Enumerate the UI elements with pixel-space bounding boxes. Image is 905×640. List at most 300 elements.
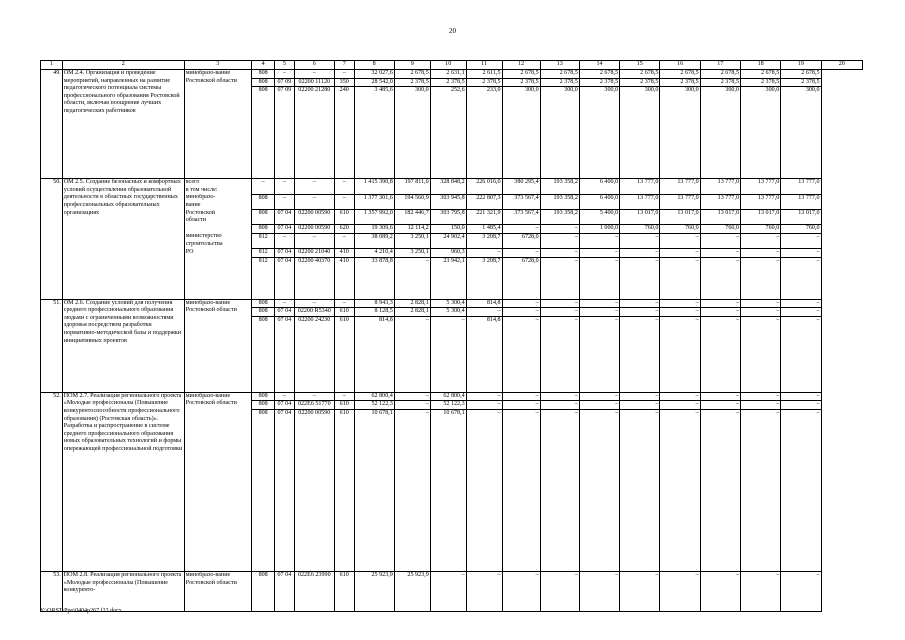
table-cell: 28 542,0 bbox=[354, 78, 394, 87]
table-cell: – bbox=[394, 392, 430, 401]
column-header: 1 bbox=[41, 61, 63, 70]
table-cell: – bbox=[466, 249, 502, 258]
measure-name: ОМ 2.4. Организация и проведение мероприятий, направленных на развитие педагогического потенциала системы профессионального образования Ростовской области, включая поощрение лучших педагогических работников bbox=[62, 70, 184, 179]
table-cell: 62 800,4 bbox=[430, 392, 466, 401]
table-cell: – bbox=[660, 401, 700, 410]
table-cell: 02200 24230 bbox=[294, 316, 334, 392]
table-cell: – bbox=[394, 401, 430, 410]
table-cell: 02200 21280 bbox=[294, 87, 334, 179]
table-cell: 62 800,4 bbox=[354, 392, 394, 401]
table-cell: 233,0 bbox=[466, 87, 502, 179]
table-cell: – bbox=[660, 572, 700, 612]
table-cell: 193 358,2 bbox=[540, 194, 579, 209]
table-cell: 38 089,2 bbox=[354, 233, 394, 248]
table-cell: – bbox=[502, 225, 540, 234]
table-cell: 2 378,5 bbox=[540, 78, 579, 87]
table-cell: – bbox=[252, 179, 275, 195]
table-cell: 222 807,3 bbox=[466, 194, 502, 209]
table-cell: 812 bbox=[252, 249, 275, 258]
table-cell: 808 bbox=[252, 316, 275, 392]
table-cell: – bbox=[579, 401, 619, 410]
table-cell: – bbox=[294, 233, 334, 248]
table-cell: 2 678,5 bbox=[620, 70, 660, 79]
table-cell: – bbox=[700, 308, 740, 317]
table-cell: 19 309,6 bbox=[354, 225, 394, 234]
table-cell: 610 bbox=[334, 316, 354, 392]
table-cell: 33 878,8 bbox=[354, 257, 394, 299]
table-cell: 410 bbox=[334, 257, 354, 299]
table-cell: 23 942,1 bbox=[430, 257, 466, 299]
table-cell: 814,8 bbox=[466, 316, 502, 392]
table-cell: – bbox=[502, 401, 540, 410]
table-cell: – bbox=[540, 410, 579, 572]
table-cell: 07 04 bbox=[275, 210, 295, 225]
table-cell: 10 678,1 bbox=[430, 410, 466, 572]
table-cell: – bbox=[466, 401, 502, 410]
table-cell: 197 811,0 bbox=[394, 179, 430, 195]
table-cell: 760,0 bbox=[620, 225, 660, 234]
column-header: 7 bbox=[334, 61, 354, 70]
table-cell: 226 016,0 bbox=[466, 179, 502, 195]
table-cell: 07 04 bbox=[275, 257, 295, 299]
table-cell: – bbox=[781, 249, 821, 258]
table-cell: 2 828,1 bbox=[394, 299, 430, 308]
table-cell: 150,0 bbox=[430, 225, 466, 234]
table-cell: 808 bbox=[252, 410, 275, 572]
table-cell: 3 208,7 bbox=[466, 257, 502, 299]
table-cell: 24 902,4 bbox=[430, 233, 466, 248]
table-cell: – bbox=[579, 233, 619, 248]
table-cell: – bbox=[740, 392, 780, 401]
table-cell: – bbox=[540, 249, 579, 258]
column-header: 14 bbox=[579, 61, 619, 70]
table-cell: 13 777,0 bbox=[781, 179, 821, 195]
table-cell: 5 400,0 bbox=[579, 210, 619, 225]
table-cell: – bbox=[781, 572, 821, 612]
table-cell: 3 485,6 bbox=[354, 87, 394, 179]
table-cell: 8 128,5 bbox=[354, 308, 394, 317]
table-cell: 814,8 bbox=[466, 299, 502, 308]
table-cell: – bbox=[540, 572, 579, 612]
table-cell: 6728,0 bbox=[502, 257, 540, 299]
table-cell: – bbox=[700, 410, 740, 572]
table-cell: – bbox=[740, 316, 780, 392]
table-cell: 13 017,0 bbox=[740, 210, 780, 225]
table-cell: 3 250,1 bbox=[394, 249, 430, 258]
table-cell: 10 678,1 bbox=[354, 410, 394, 572]
table-cell: 022E6 23990 bbox=[294, 572, 334, 612]
table-cell: 2 678,5 bbox=[700, 70, 740, 79]
table-cell: – bbox=[781, 392, 821, 401]
column-header: 10 bbox=[430, 61, 466, 70]
executor bbox=[184, 194, 252, 209]
table-cell: – bbox=[334, 70, 354, 79]
table-row bbox=[41, 572, 863, 612]
table-cell: 2 378,5 bbox=[579, 78, 619, 87]
executor bbox=[184, 233, 252, 248]
executor-line: вание bbox=[185, 201, 201, 208]
table-cell: 13 777,0 bbox=[700, 194, 740, 209]
table-cell: – bbox=[334, 392, 354, 401]
table-cell: – bbox=[660, 392, 700, 401]
table-cell: – bbox=[579, 299, 619, 308]
table-cell: 300,0 bbox=[540, 87, 579, 179]
table-cell: 808 bbox=[252, 78, 275, 87]
table-cell: – bbox=[781, 257, 821, 299]
table-cell: 300,0 bbox=[700, 87, 740, 179]
table-cell: 182 446,7 bbox=[394, 210, 430, 225]
executor-line: министерство bbox=[185, 233, 222, 240]
table-cell: 194 560,9 bbox=[394, 194, 430, 209]
table-cell: 07 04 bbox=[275, 401, 295, 410]
table-cell: – bbox=[579, 308, 619, 317]
table-cell: – bbox=[502, 249, 540, 258]
table-cell: 300,0 bbox=[502, 87, 540, 179]
table-cell: 808 bbox=[252, 194, 275, 209]
table-cell: 2 378,5 bbox=[430, 78, 466, 87]
table-cell: – bbox=[275, 233, 295, 248]
table-cell: 13 777,0 bbox=[740, 194, 780, 209]
table-cell: – bbox=[502, 299, 540, 308]
table-cell: 07 09 bbox=[275, 78, 295, 87]
table-cell: 610 bbox=[334, 308, 354, 317]
row-number: 53. bbox=[41, 572, 63, 612]
executor-line: РО bbox=[185, 248, 194, 255]
table-cell: – bbox=[540, 299, 579, 308]
executor bbox=[184, 225, 252, 234]
table-cell: 812 bbox=[252, 257, 275, 299]
column-header: 6 bbox=[294, 61, 334, 70]
table-cell: 13 017,0 bbox=[620, 210, 660, 225]
table-cell: 07 09 bbox=[275, 87, 295, 179]
table-cell: 2 378,5 bbox=[394, 78, 430, 87]
table-cell: 760,0 bbox=[781, 225, 821, 234]
table-cell: 2 678,5 bbox=[502, 70, 540, 79]
table-cell: – bbox=[579, 316, 619, 392]
table-cell: 13 777,0 bbox=[700, 179, 740, 195]
table-cell: – bbox=[540, 308, 579, 317]
table-cell: – bbox=[781, 316, 821, 392]
table-cell: 2 378,5 bbox=[502, 78, 540, 87]
table-cell: – bbox=[502, 308, 540, 317]
table-cell: – bbox=[294, 299, 334, 308]
measure-name: ОМ 2.6. Создание условий для получения среднего профессионального образования людьми с ограниченными возможностями здоровья посредством разработки нормативно-методической базы и поддержки инициативных проектов bbox=[62, 299, 184, 392]
table-cell: 1 000,0 bbox=[579, 225, 619, 234]
table-cell: – bbox=[740, 249, 780, 258]
table-cell: 12 114,2 bbox=[394, 225, 430, 234]
executor-line: строительства bbox=[185, 240, 223, 247]
table-cell: 373 567,4 bbox=[502, 194, 540, 209]
table-cell: 5 300,4 bbox=[430, 308, 466, 317]
table-cell: 373 567,4 bbox=[502, 210, 540, 225]
table-cell: 760,0 bbox=[660, 225, 700, 234]
column-header: 11 bbox=[466, 61, 502, 70]
table-cell: 07 04 bbox=[275, 410, 295, 572]
executor bbox=[184, 257, 252, 299]
executor bbox=[184, 179, 252, 195]
table-cell: – bbox=[540, 225, 579, 234]
table-cell: – bbox=[394, 257, 430, 299]
table-cell: – bbox=[334, 194, 354, 209]
table-row bbox=[41, 299, 863, 308]
table-cell: 300,0 bbox=[620, 87, 660, 179]
table-cell: 6 400,0 bbox=[579, 194, 619, 209]
table-cell: – bbox=[579, 392, 619, 401]
table-cell: 808 bbox=[252, 70, 275, 79]
table-cell: 303 945,8 bbox=[430, 194, 466, 209]
table-cell: 410 bbox=[334, 249, 354, 258]
table-cell: – bbox=[579, 410, 619, 572]
table-cell: – bbox=[700, 572, 740, 612]
table-cell: 300,0 bbox=[660, 87, 700, 179]
table-cell: 13 017,0 bbox=[700, 210, 740, 225]
table-cell: – bbox=[294, 392, 334, 401]
table-cell: – bbox=[579, 572, 619, 612]
table-cell: 610 bbox=[334, 401, 354, 410]
table-cell: 8 943,3 bbox=[354, 299, 394, 308]
table-cell: 52 122,3 bbox=[354, 401, 394, 410]
table-cell: – bbox=[740, 308, 780, 317]
table-cell: 25 923,9 bbox=[394, 572, 430, 612]
table-cell: 300,0 bbox=[781, 87, 821, 179]
column-header: 2 bbox=[62, 61, 184, 70]
table-cell: – bbox=[579, 249, 619, 258]
executor: минобразо-вание Ростовской области bbox=[184, 70, 252, 179]
table-cell: 610 bbox=[334, 572, 354, 612]
table-cell: – bbox=[660, 249, 700, 258]
table-cell: 1 415 390,8 bbox=[354, 179, 394, 195]
table-cell: 02200 40370 bbox=[294, 257, 334, 299]
table-cell: – bbox=[700, 316, 740, 392]
table-cell: 022E6 51770 bbox=[294, 401, 334, 410]
table-cell: – bbox=[294, 179, 334, 195]
table-cell: 2 678,5 bbox=[781, 70, 821, 79]
table-cell: 1 377 301,6 bbox=[354, 194, 394, 209]
table-cell: 808 bbox=[252, 308, 275, 317]
table-cell: 2 828,1 bbox=[394, 308, 430, 317]
table-cell: – bbox=[660, 308, 700, 317]
table-cell: – bbox=[620, 316, 660, 392]
executor: минобразо-вание Ростовской области bbox=[184, 392, 252, 571]
table-cell: – bbox=[700, 299, 740, 308]
table-cell: – bbox=[740, 233, 780, 248]
column-header: 16 bbox=[660, 61, 700, 70]
table-cell: 32 027,6 bbox=[354, 70, 394, 79]
table-cell: 02200 00590 bbox=[294, 210, 334, 225]
column-header: 15 bbox=[620, 61, 660, 70]
table-cell: 1 485,4 bbox=[466, 225, 502, 234]
table-cell: – bbox=[466, 572, 502, 612]
table-cell: – bbox=[620, 392, 660, 401]
row-number: 52. bbox=[41, 392, 63, 571]
table-cell: 13 777,0 bbox=[620, 179, 660, 195]
table-cell: – bbox=[620, 233, 660, 248]
table-cell: 2 678,5 bbox=[740, 70, 780, 79]
table-cell: 5 300,4 bbox=[430, 299, 466, 308]
table-cell: – bbox=[781, 233, 821, 248]
table-cell: 300,0 bbox=[394, 87, 430, 179]
table-cell: – bbox=[660, 257, 700, 299]
table-cell: – bbox=[430, 572, 466, 612]
table-cell: – bbox=[334, 299, 354, 308]
table-cell: 2 678,5 bbox=[394, 70, 430, 79]
table-cell: 02200 00590 bbox=[294, 410, 334, 572]
table-cell: 13 777,0 bbox=[740, 179, 780, 195]
table-cell: – bbox=[700, 257, 740, 299]
table-cell: – bbox=[740, 257, 780, 299]
table-cell: – bbox=[540, 392, 579, 401]
table-cell: – bbox=[620, 410, 660, 572]
table-cell: 303 795,8 bbox=[430, 210, 466, 225]
table-cell: – bbox=[660, 299, 700, 308]
executor: минобразо-вание Ростовской области bbox=[184, 572, 252, 612]
table-cell: – bbox=[540, 233, 579, 248]
table-cell: – bbox=[394, 410, 430, 572]
table-cell: 2 378,5 bbox=[781, 78, 821, 87]
table-cell: 07 04 bbox=[275, 316, 295, 392]
table-cell: 808 bbox=[252, 299, 275, 308]
table-cell: – bbox=[740, 572, 780, 612]
table-cell: – bbox=[781, 410, 821, 572]
table-cell: 4 210,4 bbox=[354, 249, 394, 258]
table-cell: 808 bbox=[252, 225, 275, 234]
table-cell: 350 bbox=[334, 78, 354, 87]
table-cell: – bbox=[620, 401, 660, 410]
table-cell: – bbox=[660, 410, 700, 572]
table-cell: 13 777,0 bbox=[781, 194, 821, 209]
table-cell: 2 678,5 bbox=[579, 70, 619, 79]
table-cell: 13 017,0 bbox=[781, 210, 821, 225]
column-header: 9 bbox=[394, 61, 430, 70]
table-cell: – bbox=[781, 308, 821, 317]
table-cell: 808 bbox=[252, 87, 275, 179]
table-row bbox=[41, 70, 863, 79]
header-row bbox=[41, 61, 863, 70]
table-cell: 328 848,2 bbox=[430, 179, 466, 195]
table-cell: 808 bbox=[252, 572, 275, 612]
column-header: 17 bbox=[700, 61, 740, 70]
table-cell: – bbox=[275, 179, 295, 195]
table-cell: 52 122,3 bbox=[430, 401, 466, 410]
table-cell: 193 358,2 bbox=[540, 179, 579, 195]
executor bbox=[184, 249, 252, 258]
row-number: 50. bbox=[41, 179, 63, 299]
table-cell: – bbox=[540, 257, 579, 299]
table-cell: 808 bbox=[252, 392, 275, 401]
executor-line: всего bbox=[185, 179, 200, 186]
table-row bbox=[41, 179, 863, 195]
table-cell: – bbox=[620, 249, 660, 258]
table-cell: – bbox=[660, 316, 700, 392]
table-cell: 02200 21040 bbox=[294, 249, 334, 258]
table-cell: – bbox=[700, 392, 740, 401]
column-header: 20 bbox=[821, 61, 862, 70]
executor-line: Ростовской bbox=[185, 209, 215, 216]
table-cell: 2 378,5 bbox=[620, 78, 660, 87]
row-number: 51. bbox=[41, 299, 63, 392]
table-cell: – bbox=[294, 70, 334, 79]
table-cell: – bbox=[620, 257, 660, 299]
table-cell: – bbox=[430, 316, 466, 392]
table-cell: – bbox=[334, 233, 354, 248]
table-cell: 620 bbox=[334, 225, 354, 234]
page-number: 20 bbox=[449, 27, 456, 35]
measure-name: ПОМ 2.8. Реализация регионального проекта «Молодые профессионалы (Повышение конкуренто- bbox=[62, 572, 184, 612]
measure-name: ПОМ 2.7. Реализация регионального проекта «Молодые профессионалы (Повышение конкурентоспособности профессионального образования) (Ростовская область)». Разработка и распространение в системе среднего профессионального образования новых образовательных технологий и формы опережающей профессиональной подготовки bbox=[62, 392, 184, 571]
table-cell: 2 378,5 bbox=[740, 78, 780, 87]
table-cell: – bbox=[660, 233, 700, 248]
measure-name: ОМ 2.5. Создание безопасных и комфортных условий осуществления образовательной деятельности в областных государственных профессиональных образовательных организациях bbox=[62, 179, 184, 299]
executor bbox=[184, 210, 252, 225]
table-cell: – bbox=[579, 257, 619, 299]
column-header: 3 bbox=[184, 61, 252, 70]
table-cell: 814,8 bbox=[354, 316, 394, 392]
table-cell: 2 611,5 bbox=[466, 70, 502, 79]
row-number: 49. bbox=[41, 70, 63, 179]
table-cell: 07 04 bbox=[275, 225, 295, 234]
table-cell: 808 bbox=[252, 210, 275, 225]
table-cell: – bbox=[502, 316, 540, 392]
column-header: 13 bbox=[540, 61, 579, 70]
table-cell: – bbox=[740, 410, 780, 572]
table-cell: 252,6 bbox=[430, 87, 466, 179]
table-cell: 07 04 bbox=[275, 308, 295, 317]
table-cell: 13 777,0 bbox=[660, 194, 700, 209]
executor: минобразо-вание Ростовской области bbox=[184, 299, 252, 392]
table-cell: – bbox=[540, 401, 579, 410]
table-cell: – bbox=[540, 316, 579, 392]
table-cell: – bbox=[502, 392, 540, 401]
table-cell: 07 04 bbox=[275, 249, 295, 258]
column-header: 8 bbox=[354, 61, 394, 70]
table-cell: 240 bbox=[334, 87, 354, 179]
table-cell: 3 250,1 bbox=[394, 233, 430, 248]
table-cell: 3 208,7 bbox=[466, 233, 502, 248]
table-cell: 221 321,9 bbox=[466, 210, 502, 225]
table-cell: – bbox=[394, 316, 430, 392]
table-cell: – bbox=[466, 410, 502, 572]
table-cell: 2 378,5 bbox=[700, 78, 740, 87]
table-cell: – bbox=[700, 233, 740, 248]
table-cell: 2 631,1 bbox=[430, 70, 466, 79]
table-cell: 808 bbox=[252, 401, 275, 410]
table-cell: 13 777,0 bbox=[660, 179, 700, 195]
table-cell: – bbox=[700, 401, 740, 410]
footer-filepath: Y:\ORST\Ppo\0404p267.f22.docx bbox=[40, 608, 122, 614]
table-cell: 300,0 bbox=[579, 87, 619, 179]
table-cell: – bbox=[781, 401, 821, 410]
column-header: 18 bbox=[740, 61, 780, 70]
table-cell: 13 017,0 bbox=[660, 210, 700, 225]
table-cell: 2 678,5 bbox=[540, 70, 579, 79]
column-header: 12 bbox=[502, 61, 540, 70]
table-cell: – bbox=[781, 299, 821, 308]
table-cell: – bbox=[740, 299, 780, 308]
table-cell: – bbox=[275, 299, 295, 308]
table-cell: – bbox=[275, 194, 295, 209]
table-cell: – bbox=[620, 299, 660, 308]
table-cell: – bbox=[466, 308, 502, 317]
table-cell: – bbox=[294, 194, 334, 209]
table-cell: 07 04 bbox=[275, 572, 295, 612]
executor-line: области bbox=[185, 217, 207, 224]
table-cell: 1 357 992,0 bbox=[354, 210, 394, 225]
table-cell: 812 bbox=[252, 233, 275, 248]
table-cell: 380 295,4 bbox=[502, 179, 540, 195]
table-cell: 2 378,5 bbox=[466, 78, 502, 87]
table-cell: – bbox=[275, 392, 295, 401]
table-row bbox=[41, 392, 863, 401]
